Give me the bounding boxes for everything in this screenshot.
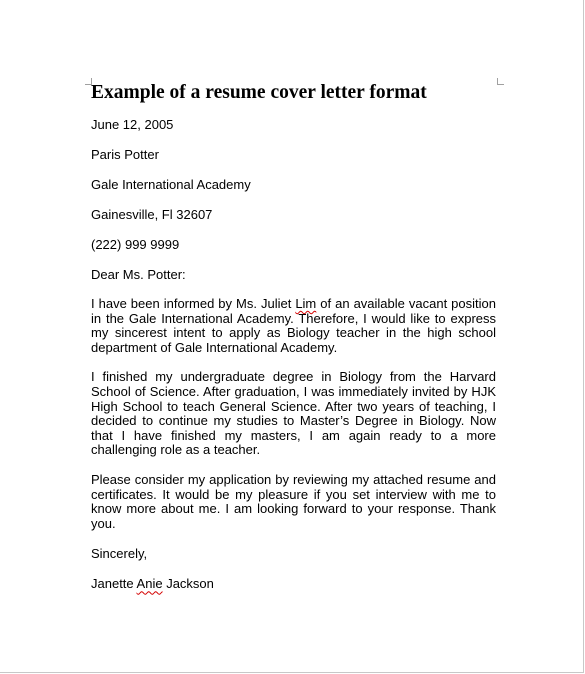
recipient-name: Paris Potter <box>91 147 159 162</box>
spellcheck-flagged-word: Lim <box>295 296 317 311</box>
recipient-city-state-zip: Gainesville, Fl 32607 <box>91 207 213 222</box>
salutation: Dear Ms. Potter: <box>91 267 186 282</box>
paragraph-intro-text-after: of an available vacant position in the Gale International Academy. Therefore, I would like to express my sincerest intent to apply as Biology teacher in the high school department of Gale International Academy. <box>91 296 496 355</box>
paragraph-request: Please consider my application by reviewing my attached resume and certificates. It would be my pleasure if you set interview with me to know more about me. I am looking forward to your response. Thank you. <box>91 471 496 531</box>
signature-first-name: Janette <box>91 576 137 592</box>
signature-name <box>91 576 496 591</box>
paragraph-background: I finished my undergraduate degree in Biology from the Harvard School of Science. After graduation, I was immediately invited by HJK High School to teach General Science. After two years of teaching, I decided to continue my studies to Master’s Degree in Biology. Now that I have finished my masters, I am again ready to a more challenging role as a teacher. <box>91 369 496 458</box>
closing: Sincerely, <box>91 546 148 562</box>
paragraph-intro <box>91 297 496 355</box>
recipient-phone: (222) 999 9999 <box>91 237 180 252</box>
letter-body[interactable] <box>91 82 496 606</box>
recipient-organization: Gale International Academy <box>91 177 251 192</box>
letter-title: Example of a resume cover letter format <box>91 82 427 103</box>
margin-corner-mark-right <box>497 78 504 85</box>
paragraph-intro-text-before: I have been informed by Ms. Juliet <box>91 296 296 311</box>
letter-date: June 12, 2005 <box>91 117 174 132</box>
signature-last-name: Jackson <box>162 576 214 592</box>
spellcheck-flagged-word: Anie <box>136 576 163 592</box>
